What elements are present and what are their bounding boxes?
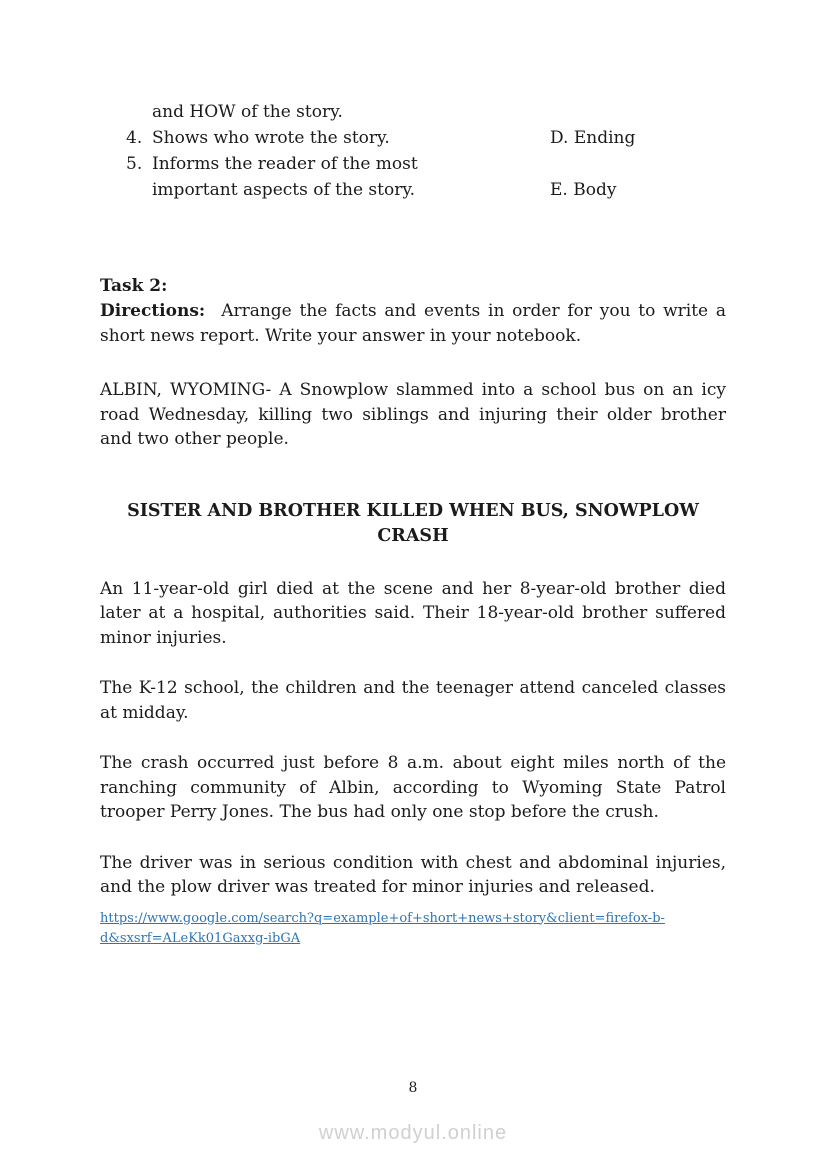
article-paragraph: The K-12 school, the children and the teenager attend canceled classes at midday. (100, 678, 726, 723)
watermark-text: www.modyul.online (318, 1122, 508, 1144)
matching-line (100, 125, 726, 151)
matching-exercise (100, 99, 726, 203)
page-number: 8 (408, 1080, 418, 1096)
task-title: Task 2: (100, 276, 168, 296)
item-text: Shows who wrote the story. (152, 128, 390, 148)
matching-line (100, 151, 726, 177)
source-link-paragraph (100, 909, 726, 949)
item-text: important aspects of the story. (152, 180, 416, 200)
article-headline: SISTER AND BROTHER KILLED WHEN BUS, SNOWPLOW CRASH (127, 500, 699, 546)
article-paragraph: The driver was in serious condition with chest and abdominal injuries, and the plow driver was treated for minor injuries and released. (100, 852, 726, 897)
article-lead-paragraph: ALBIN, WYOMING- A Snowplow slammed into a school bus on an icy road Wednesday, killing two siblings and injuring their older brother and two other people. (100, 380, 726, 449)
article-paragraph: An 11-year-old girl died at the scene and her 8-year-old brother died later at a hospital, authorities said. Their 18-year-old brother suffered minor injuries. (100, 578, 726, 648)
answer-option: D. Ending (550, 128, 636, 148)
directions-label: Directions: (100, 301, 206, 321)
page-content (100, 0, 726, 949)
item-text: and HOW of the story. (152, 102, 343, 122)
article-paragraph: The crash occurred just before 8 a.m. about eight miles north of the ranching community of Albin, according to Wyoming State Patrol trooper Perry Jones. The bus had only one stop before the crush. (100, 753, 726, 822)
matching-line (100, 99, 726, 125)
item-number: 4. (126, 128, 143, 148)
task2-section (100, 273, 726, 348)
answer-option: E. Body (550, 180, 617, 200)
matching-line (100, 177, 726, 203)
source-url-link[interactable]: https://www.google.com/search?q=example+of+short+news+story&client=firefox-b-d&sxsrf=ALeKk01Gaxxg-ibGA (100, 910, 665, 946)
item-number: 5. (126, 154, 143, 174)
news-article (100, 378, 726, 949)
directions-paragraph (100, 299, 726, 348)
directions-text: Arrange the facts and events in order for you to write a short news report. Write your answer in your notebook. (100, 301, 726, 346)
item-text: Informs the reader of the most (152, 154, 418, 174)
